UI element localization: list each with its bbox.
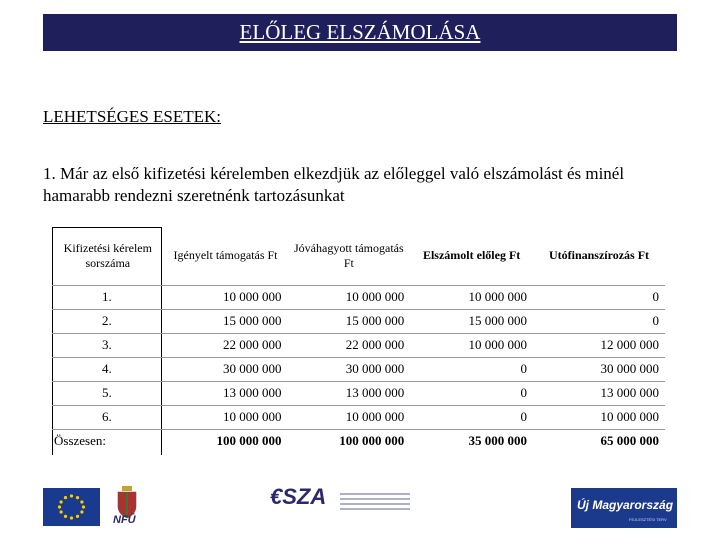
cell-number: 1.: [52, 285, 164, 309]
cell-number: 3.: [52, 333, 164, 357]
total-settled: 35 000 000: [468, 433, 528, 449]
col-header-approved: Jóváhagyott támogatás Ft: [287, 227, 410, 285]
cell-settled: 0: [410, 405, 533, 429]
cell-settled: 10 000 000: [410, 285, 533, 309]
total-label: Összesen:: [54, 433, 106, 449]
nfu-logo-text: NFÜ: [113, 514, 136, 526]
cell-approved: 22 000 000: [287, 333, 410, 357]
eu-flag-icon: [43, 488, 100, 526]
cell-approved: 10 000 000: [287, 285, 410, 309]
table-row: [52, 309, 665, 333]
uj-magyarorszag-subtitle: FEJLESZTÉSI TERV: [629, 517, 667, 522]
cell-post-financing: 13 000 000: [533, 381, 665, 405]
esza-description-lines: [340, 493, 410, 515]
table-row: [52, 405, 665, 429]
table-row: [52, 333, 665, 357]
cell-requested: 13 000 000: [164, 381, 288, 405]
table-row: [52, 357, 665, 381]
cell-number: 6.: [52, 405, 164, 429]
cell-requested: 10 000 000: [164, 285, 288, 309]
cell-post-financing: 0: [533, 309, 665, 333]
advance-settlement-table: [52, 227, 665, 453]
slide-title-bar: [43, 14, 677, 51]
case-description: 1. Már az első kifizetési kérelemben elkezdjük az előleggel való elszámolást és minél hamarabb rendezni szeretnénk tartozásunkat: [43, 164, 625, 205]
cell-post-financing: 10 000 000: [533, 405, 665, 429]
total-requested: 100 000 000: [216, 433, 282, 449]
table-row: [52, 285, 665, 309]
col-header-request-number: Kifizetési kérelem sorszáma: [52, 227, 164, 285]
cell-settled: 10 000 000: [410, 333, 533, 357]
cell-requested: 30 000 000: [164, 357, 288, 381]
cell-requested: 10 000 000: [164, 405, 288, 429]
cell-settled: 0: [410, 357, 533, 381]
cell-approved: 30 000 000: [287, 357, 410, 381]
cell-post-financing: 12 000 000: [533, 333, 665, 357]
uj-magyarorszag-text: Új Magyarország: [577, 498, 674, 512]
uj-magyarorszag-logo: [571, 488, 677, 528]
slide-title: ELŐLEG ELSZÁMOLÁSA: [239, 20, 481, 44]
total-approved: 100 000 000: [339, 433, 405, 449]
cell-settled: 0: [410, 381, 533, 405]
table-total-row: [52, 429, 665, 453]
cell-post-financing: 30 000 000: [533, 357, 665, 381]
cell-number: 5.: [52, 381, 164, 405]
col-header-settled-advance: Elszámolt előleg Ft: [410, 227, 533, 285]
cell-post-financing: 0: [533, 285, 665, 309]
total-post-financing: 65 000 000: [600, 433, 659, 449]
col-header-post-financing: Utófinanszírozás Ft: [533, 227, 665, 285]
section-heading: LEHETSÉGES ESETEK:: [43, 107, 222, 126]
col-header-requested: Igényelt támogatás Ft: [164, 227, 288, 285]
cell-approved: 15 000 000: [287, 309, 410, 333]
cell-requested: 15 000 000: [164, 309, 288, 333]
cell-approved: 13 000 000: [287, 381, 410, 405]
cell-number: 4.: [52, 357, 164, 381]
esza-logo: €SZA: [270, 484, 327, 509]
logo-footer: [43, 480, 677, 530]
cell-approved: 10 000 000: [287, 405, 410, 429]
cell-number: 2.: [52, 309, 164, 333]
cell-requested: 22 000 000: [164, 333, 288, 357]
cell-settled: 15 000 000: [410, 309, 533, 333]
table-row: [52, 381, 665, 405]
table-header-row: [52, 227, 665, 285]
